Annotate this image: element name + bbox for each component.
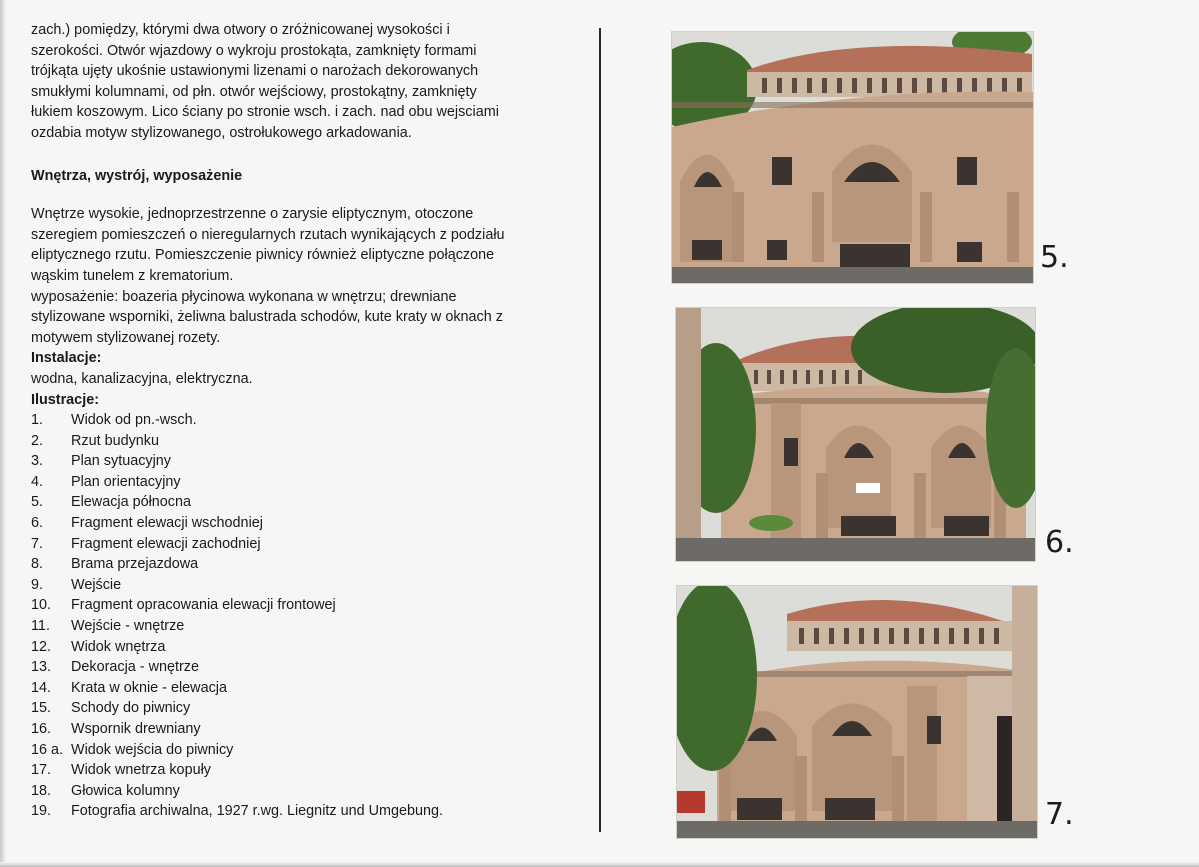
illustration-label: Schody do piwnicy <box>71 700 191 717</box>
installations-value: wodna, kanalizacyjna, elektryczna. <box>31 370 253 387</box>
illustration-number: 18. <box>31 782 52 799</box>
illustrations-list <box>31 410 591 822</box>
column-divider <box>599 28 601 832</box>
illustration-number: 19. <box>31 803 52 820</box>
illustration-item <box>31 781 591 802</box>
illustration-number: 2. <box>31 432 44 449</box>
photo-west-elevation <box>676 585 1038 839</box>
illustration-item <box>31 534 591 555</box>
illustration-item <box>31 472 591 493</box>
illustration-item <box>31 513 591 534</box>
illustration-label: Brama przejazdowa <box>71 556 199 573</box>
illustration-label: Głowica kolumny <box>71 782 180 799</box>
illustration-item <box>31 698 591 719</box>
illustration-label: Elewacja północna <box>71 494 192 511</box>
illustration-label: Wejście <box>71 576 122 593</box>
illustration-item <box>31 657 591 678</box>
illustration-label: Rzut budynku <box>71 432 159 449</box>
illustration-number: 15. <box>31 700 52 717</box>
illustration-item <box>31 801 591 822</box>
illustration-label: Wspornik drewniany <box>71 721 201 737</box>
interior-heading: Wnętrza, wystrój, wyposażenie <box>31 167 243 184</box>
illustration-item <box>31 451 591 472</box>
illustration-number: 5. <box>31 494 44 511</box>
illustration-item <box>31 575 591 596</box>
illustration-number: 13. <box>31 659 52 676</box>
illustration-number: 1. <box>31 412 44 429</box>
illustration-label: Fragment opracowania elewacji frontowej <box>71 597 336 614</box>
illustration-label: Fragment elewacji zachodniej <box>71 535 261 552</box>
illustration-item <box>31 492 591 513</box>
scan-edge-bottom <box>0 862 1199 867</box>
illustration-number: 10. <box>31 597 52 614</box>
illustration-label: Widok od pn.-wsch. <box>71 412 197 429</box>
illustration-number: 17. <box>31 762 52 779</box>
illustration-number: 9. <box>31 576 44 593</box>
illustration-label: Widok wejścia do piwnicy <box>71 741 234 758</box>
illustration-item <box>31 410 591 431</box>
illustration-label: Plan sytuacyjny <box>71 453 171 470</box>
illustration-label: Krata w oknie - elewacja <box>71 679 227 696</box>
photo-north-elevation <box>671 31 1034 284</box>
interior-paragraph: Wnętrze wysokie, jednoprzestrzenne o zarysie eliptycznym, otoczone szeregiem pomieszczeń o nieregularnych rzutach wynikających z podziału eliptycznego rzutu. Pomieszczenie piwnicy również eliptyczne połączone wąskim tunelem z krematorium. <box>31 206 505 284</box>
illustration-label: Widok wnętrza <box>71 638 166 655</box>
illustration-item <box>31 719 591 740</box>
illustration-number: 6. <box>31 515 44 532</box>
illustration-item <box>31 678 591 699</box>
illustration-label: Fragment elewacji wschodniej <box>71 515 263 532</box>
illustration-number: 4. <box>31 473 44 490</box>
equipment-paragraph: wyposażenie: boazeria płycinowa wykonana w wnętrzu; drewniane stylizowane wsporniki, żeliwna balustrada schodów, kute kraty w oknach z motywem stylizowanej rozety. <box>31 288 503 346</box>
scan-edge <box>0 0 6 867</box>
illustration-item <box>31 595 591 616</box>
intro-paragraph: zach.) pomiędzy, którymi dwa otwory o zróżnicowanej wysokości i szerokości. Otwór wjazdowy o wykroju prostokąta, zamknięty formami trójkąta ujęty ukośnie ustawionymi lizenami o narożach dekorowanych smukłymi kolumnami, od płn. otwór wejściowy, prostokątny, zamknięty łukiem koszowym. Lico ściany po stronie wsch. i zach. nad obu wejsciami ozdabia motyw stylizowanego, ostrołukowego arkadowania. <box>31 22 499 141</box>
text-column <box>31 20 591 822</box>
illustration-number: 12. <box>31 638 52 655</box>
installations-heading: Instalacje: <box>31 350 102 367</box>
illustration-number: 16 a. <box>31 741 64 758</box>
illustration-item <box>31 431 591 452</box>
illustration-item <box>31 760 591 781</box>
illustration-item <box>31 616 591 637</box>
illustration-number: 8. <box>31 556 44 573</box>
illustration-label: Plan orientacyjny <box>71 473 181 490</box>
illustration-item <box>31 740 591 761</box>
illustration-label: Dekoracja - wnętrze <box>71 659 199 676</box>
photo-7-label: 7. <box>1045 797 1074 832</box>
illustration-number: 16. <box>31 721 52 737</box>
photo-east-elevation <box>675 307 1036 562</box>
illustration-item <box>31 554 591 575</box>
illustration-label: Widok wnetrza kopuły <box>71 762 211 779</box>
illustrations-heading: Ilustracje: <box>31 391 99 408</box>
illustration-number: 14. <box>31 679 52 696</box>
photo-6-label: 6. <box>1045 525 1074 560</box>
illustration-number: 11. <box>31 618 50 635</box>
illustration-item <box>31 637 591 658</box>
illustration-number: 3. <box>31 453 44 470</box>
photo-5-label: 5. <box>1040 240 1069 275</box>
illustration-label: Wejście - wnętrze <box>71 618 185 635</box>
illustration-number: 7. <box>31 535 44 552</box>
illustration-label: Fotografia archiwalna, 1927 r.wg. Liegnitz und Umgebung. <box>71 803 443 820</box>
